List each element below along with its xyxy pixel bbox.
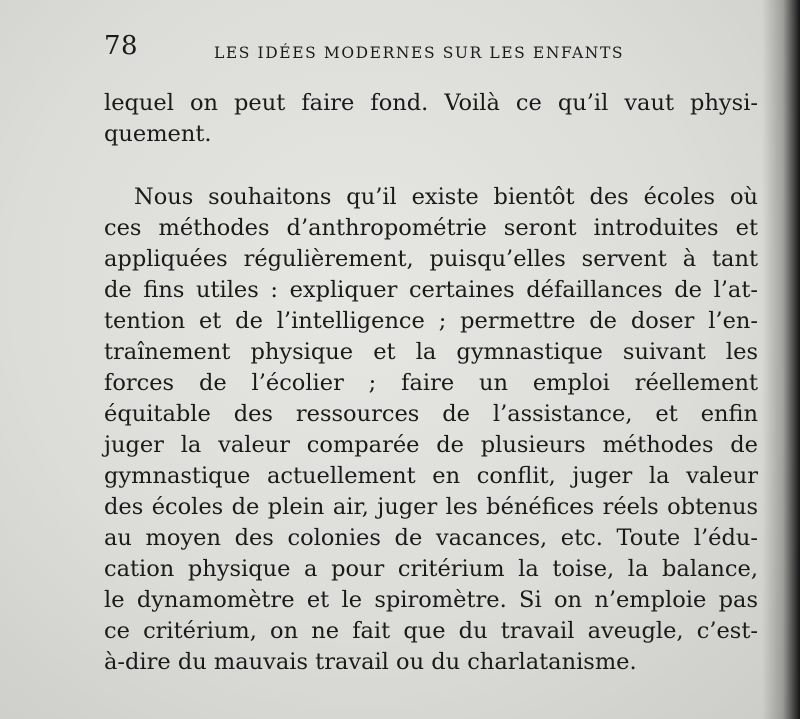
text-line: Nous souhaitons qu’il existe bientôt des écoles où [134,184,758,210]
text-line: à-dire du mauvais travail ou du charlatanisme. [104,649,637,675]
text-line: cation physique a pour critérium la toise, la balance, [104,556,758,582]
paragraph-1 [104,88,758,150]
paragraph-2 [104,182,758,678]
text-line: équitable des ressources de l’assistance, et enfin [104,401,758,427]
text-line: quement. [104,121,212,147]
text-line: de fins utiles : expliquer certaines défaillances de l’at- [104,277,758,303]
text-line: des écoles de plein air, juger les bénéfices réels obtenus [104,494,758,520]
text-line: forces de l’écolier ; faire un emploi réellement [104,370,758,396]
text-line: au moyen des colonies de vacances, etc. Toute l’édu- [104,525,758,551]
text-line: appliquées régulièrement, puisqu’elles servent à tant [104,246,758,272]
text-line: gymnastique actuellement en conflit, juger la valeur [104,463,758,489]
text-line: juger la valeur comparée de plusieurs méthodes de [104,432,758,458]
page-edge-shadow [762,0,800,719]
text-line: ces méthodes d’anthropométrie seront introduites et [104,215,758,241]
running-title: LES IDÉES MODERNES SUR LES ENFANTS [214,44,625,62]
text-line: ce critérium, on ne fait que du travail aveugle, c’est- [104,618,758,644]
text-line: tention et de l’intelligence ; permettre de doser l’en- [104,308,758,334]
text-line: traînement physique et la gymnastique suivant les [104,339,758,365]
text-line: le dynamomètre et le spiromètre. Si on n’emploie pas [104,587,758,613]
text-line: lequel on peut faire fond. Voilà ce qu’il vaut physi- [104,90,758,116]
page-number: 78 [104,31,139,61]
